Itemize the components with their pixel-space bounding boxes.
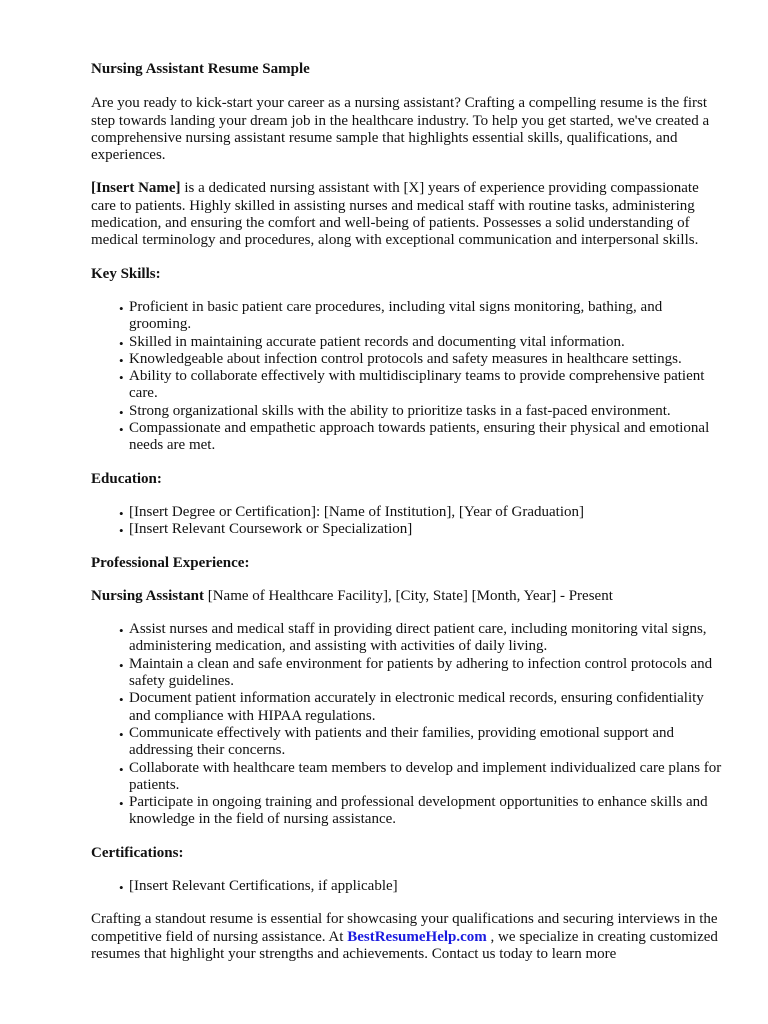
experience-role-detail: [Name of Healthcare Facility], [City, State] [Month, Year] - Present xyxy=(203,587,613,604)
experience-list xyxy=(91,621,727,829)
document-page xyxy=(91,61,727,979)
list-item: • [Insert Relevant Coursework or Specialization] xyxy=(129,521,727,538)
summary-name: [Insert Name] xyxy=(91,180,181,197)
certifications-heading: Certifications: xyxy=(91,844,184,861)
closing-text-before: Crafting a standout resume is essential for showcasing your qualifications and securing interviews in the competitive field of nursing assistance. At xyxy=(91,911,718,945)
experience-role-line xyxy=(91,588,727,605)
summary-text: is a dedicated nursing assistant with [X] years of experience providing compassionate care to patients. Highly skilled in assisting nurses and medical staff with routine tasks, administering medication, and ensuring the comfort and well-being of patients. Possesses a solid understanding of medical terminology and procedures, along with exceptional communication and interpersonal skills. xyxy=(91,180,699,249)
list-item: • Ability to collaborate effectively with multidisciplinary teams to provide comprehensive patient care. xyxy=(129,368,727,403)
list-item: • Maintain a clean and safe environment for patients by adhering to infection control protocols and safety guidelines. xyxy=(129,656,727,691)
list-item: • [Insert Relevant Certifications, if applicable] xyxy=(129,878,727,895)
key-skills-heading: Key Skills: xyxy=(91,265,161,282)
education-list xyxy=(91,504,727,539)
list-item: • Document patient information accurately in electronic medical records, ensuring confidentiality and compliance with HIPAA regulations. xyxy=(129,690,727,725)
document-title: Nursing Assistant Resume Sample xyxy=(91,61,310,77)
list-item: • Participate in ongoing training and professional development opportunities to enhance skills and knowledge in the field of nursing assistance. xyxy=(129,794,727,829)
certifications-list xyxy=(91,878,727,895)
list-item: • Collaborate with healthcare team members to develop and implement individualized care plans for patients. xyxy=(129,760,727,795)
key-skills-list xyxy=(91,299,727,455)
summary-paragraph xyxy=(91,180,727,249)
experience-role: Nursing Assistant xyxy=(91,587,204,604)
list-item: • Strong organizational skills with the ability to prioritize tasks in a fast-paced environment. xyxy=(129,403,727,420)
education-heading: Education: xyxy=(91,470,162,487)
list-item: • Skilled in maintaining accurate patient records and documenting vital information. xyxy=(129,334,727,351)
list-item: • Communicate effectively with patients and their families, providing emotional support and addressing their concerns. xyxy=(129,725,727,760)
list-item: • Assist nurses and medical staff in providing direct patient care, including monitoring vital signs, administering medication, and assisting with activities of daily living. xyxy=(129,621,727,656)
best-resume-help-link[interactable]: BestResumeHelp.com xyxy=(347,928,487,945)
list-item: • Compassionate and empathetic approach towards patients, ensuring their physical and emotional needs are met. xyxy=(129,420,727,455)
closing-text-after: , we specialize in creating customized resumes that highlight your strengths and achievements. Contact us today to learn more xyxy=(91,928,718,962)
list-item: • Knowledgeable about infection control protocols and safety measures in healthcare settings. xyxy=(129,351,727,368)
list-item: • Proficient in basic patient care procedures, including vital signs monitoring, bathing, and grooming. xyxy=(129,299,727,334)
experience-heading: Professional Experience: xyxy=(91,554,250,571)
list-item: • [Insert Degree or Certification]: [Name of Institution], [Year of Graduation] xyxy=(129,504,727,521)
closing-paragraph xyxy=(91,911,727,963)
intro-paragraph: Are you ready to kick-start your career as a nursing assistant? Crafting a compelling resume is the first step towards landing your dream job in the healthcare industry. To help you get started, we've created a comprehensive nursing assistant resume sample that highlights essential skills, qualifications, and experiences. xyxy=(91,95,710,164)
